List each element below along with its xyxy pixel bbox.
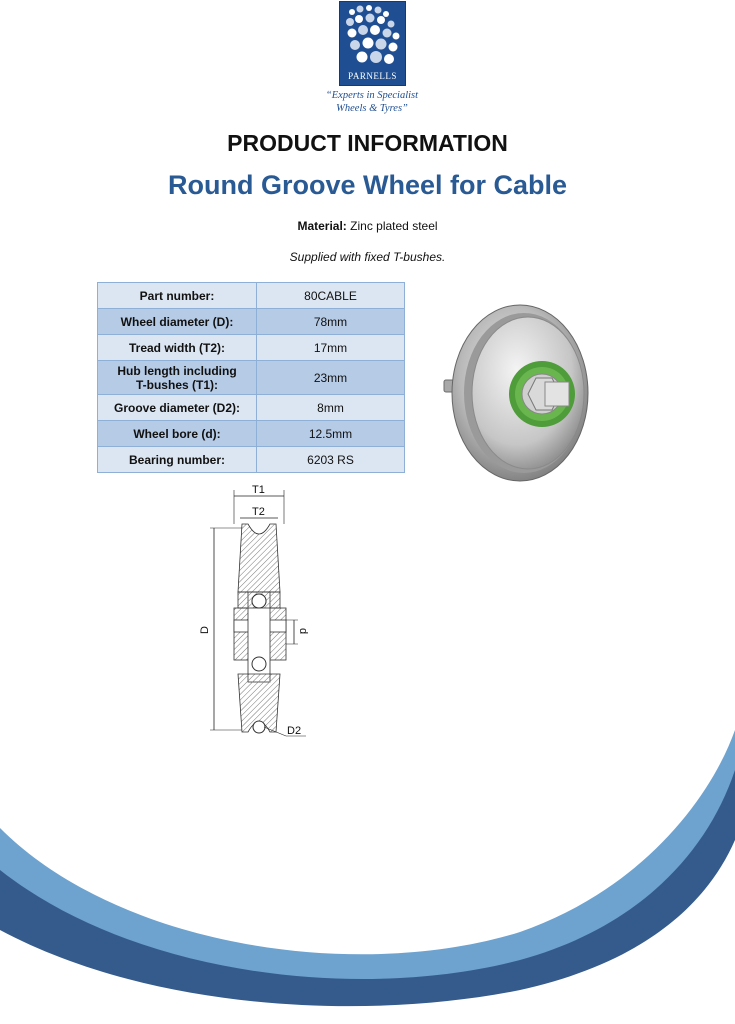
table-row: [98, 395, 405, 421]
label-d2: D2: [287, 725, 302, 737]
table-row: [98, 361, 405, 395]
spec-value: 8mm: [257, 395, 405, 421]
label-t1: T1: [252, 484, 265, 496]
spec-label: Bearing number:: [98, 447, 257, 473]
spec-value: 6203 RS: [257, 447, 405, 473]
logo-tagline-line2: Wheels & Tyres”: [336, 103, 408, 114]
logo-brand-text: PARNELLS: [348, 71, 397, 81]
spec-value: 17mm: [257, 335, 405, 361]
spec-value: 78mm: [257, 309, 405, 335]
label-d-outer: D: [199, 626, 211, 634]
product-title: Round Groove Wheel for Cable: [167, 170, 568, 200]
spec-label: Groove diameter (D2):: [98, 395, 257, 421]
material-value: Zinc plated steel: [350, 219, 438, 233]
logo-tagline-line1: “Experts in Specialist: [325, 90, 419, 101]
table-row: [98, 283, 405, 309]
spec-label-line2: T-bushes (T1):: [135, 377, 218, 392]
logo-dots-icon: [340, 2, 405, 72]
material-label: Material:: [297, 219, 347, 233]
spec-label: Wheel diameter (D):: [98, 309, 257, 335]
supply-note: Supplied with fixed T-bushes.: [289, 250, 446, 264]
spec-table: [97, 282, 405, 473]
footer-swoosh: [0, 700, 735, 1024]
table-row: [98, 447, 405, 473]
table-row: [98, 421, 405, 447]
spec-value: 12.5mm: [257, 421, 405, 447]
material-line: [0, 219, 735, 233]
page-heading: PRODUCT INFORMATION: [227, 130, 508, 156]
label-t2: T2: [252, 506, 265, 518]
spec-label: Wheel bore (d):: [98, 421, 257, 447]
wheel-product-photo: [440, 302, 590, 484]
spec-value: 23mm: [257, 361, 405, 395]
spec-label: Part number:: [98, 283, 257, 309]
spec-value: 80CABLE: [257, 283, 405, 309]
spec-label-line1: Hub length including: [117, 363, 237, 378]
label-d-bore: d: [297, 628, 309, 635]
spec-label: [98, 361, 257, 395]
spec-label: Tread width (T2):: [98, 335, 257, 361]
table-row: [98, 335, 405, 361]
brand-logo: [339, 1, 406, 86]
table-row: [98, 309, 405, 335]
